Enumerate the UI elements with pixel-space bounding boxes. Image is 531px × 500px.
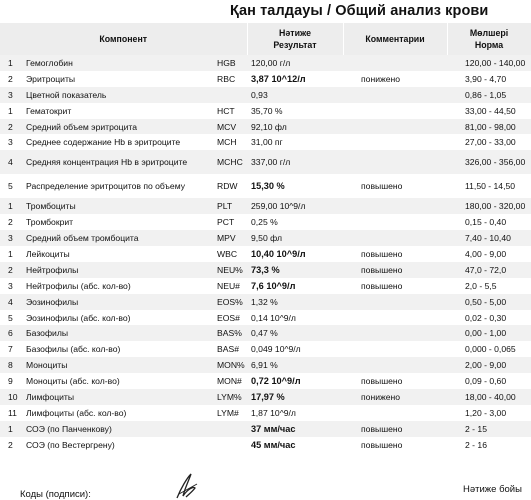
component-code bbox=[217, 421, 247, 437]
table-row bbox=[0, 174, 531, 198]
footer-note: Нәтиже бойы bbox=[463, 484, 522, 495]
component-name: Моноциты (абс. кол-во) bbox=[26, 373, 217, 389]
row-number: 2 bbox=[0, 119, 26, 135]
result-comment: понижено bbox=[343, 389, 447, 405]
result-value: 3,87 10^12/л bbox=[247, 71, 343, 87]
reference-range: 180,00 - 320,00 bbox=[447, 198, 531, 214]
result-value: 31,00 пг bbox=[247, 134, 343, 150]
row-number: 5 bbox=[0, 310, 26, 326]
signature-mark bbox=[165, 470, 205, 500]
component-code: MPV bbox=[217, 230, 247, 246]
row-number: 2 bbox=[0, 71, 26, 87]
component-name: Гемоглобин bbox=[26, 55, 217, 71]
results-body bbox=[0, 55, 531, 453]
component-code: MCH bbox=[217, 134, 247, 150]
result-value: 37 мм/час bbox=[247, 421, 343, 437]
row-number: 1 bbox=[0, 198, 26, 214]
result-comment bbox=[343, 405, 447, 421]
result-value: 0,049 10^9/л bbox=[247, 341, 343, 357]
reference-range: 0,15 - 0,40 bbox=[447, 214, 531, 230]
row-number: 9 bbox=[0, 373, 26, 389]
component-code: BAS% bbox=[217, 325, 247, 341]
result-comment: повышено bbox=[343, 373, 447, 389]
row-number: 11 bbox=[0, 405, 26, 421]
result-value: 45 мм/час bbox=[247, 437, 343, 453]
reference-range: 120,00 - 140,00 bbox=[447, 55, 531, 71]
table-row bbox=[0, 214, 531, 230]
component-code bbox=[217, 437, 247, 453]
component-code: LYM% bbox=[217, 389, 247, 405]
result-comment: повышено bbox=[343, 278, 447, 294]
component-code: HCT bbox=[217, 103, 247, 119]
table-row bbox=[0, 71, 531, 87]
component-code: BAS# bbox=[217, 341, 247, 357]
reference-range: 2,00 - 9,00 bbox=[447, 357, 531, 373]
page-title: Қан талдауы / Общий анализ крови bbox=[230, 3, 489, 19]
signatures-label: Коды (подписи): bbox=[20, 489, 91, 500]
result-comment: повышено bbox=[343, 174, 447, 198]
component-name: СОЭ (по Панченкову) bbox=[26, 421, 217, 437]
result-comment bbox=[343, 214, 447, 230]
result-comment bbox=[343, 310, 447, 326]
result-comment: повышено bbox=[343, 262, 447, 278]
table-row bbox=[0, 373, 531, 389]
table-row bbox=[0, 357, 531, 373]
result-value: 0,93 bbox=[247, 87, 343, 103]
row-number: 2 bbox=[0, 437, 26, 453]
reference-range: 0,000 - 0,065 bbox=[447, 341, 531, 357]
reference-range: 0,02 - 0,30 bbox=[447, 310, 531, 326]
component-name: Эозинофилы bbox=[26, 294, 217, 310]
result-comment: понижено bbox=[343, 71, 447, 87]
result-comment bbox=[343, 55, 447, 71]
table-row bbox=[0, 341, 531, 357]
reference-range: 81,00 - 98,00 bbox=[447, 119, 531, 135]
component-name: Цветной показатель bbox=[26, 87, 217, 103]
reference-range: 2 - 15 bbox=[447, 421, 531, 437]
table-row bbox=[0, 119, 531, 135]
row-number: 5 bbox=[0, 174, 26, 198]
row-number: 2 bbox=[0, 214, 26, 230]
reference-range: 33,00 - 44,50 bbox=[447, 103, 531, 119]
result-value: 1,32 % bbox=[247, 294, 343, 310]
component-code bbox=[217, 87, 247, 103]
component-name: Средний объем эритроцита bbox=[26, 119, 217, 135]
reference-range: 18,00 - 40,00 bbox=[447, 389, 531, 405]
component-code: NEU% bbox=[217, 262, 247, 278]
component-name: Эритроциты bbox=[26, 71, 217, 87]
component-name: Средний объем тромбоцита bbox=[26, 230, 217, 246]
component-name: Базофилы (абс. кол-во) bbox=[26, 341, 217, 357]
row-number: 7 bbox=[0, 341, 26, 357]
reference-range: 7,40 - 10,40 bbox=[447, 230, 531, 246]
table-row bbox=[0, 389, 531, 405]
row-number: 3 bbox=[0, 134, 26, 150]
header-norm: Мөлшері Норма bbox=[447, 23, 531, 55]
row-number: 10 bbox=[0, 389, 26, 405]
header-result: Нәтиже Результат bbox=[247, 23, 343, 55]
row-number: 3 bbox=[0, 278, 26, 294]
row-number: 8 bbox=[0, 357, 26, 373]
result-comment bbox=[343, 230, 447, 246]
reference-range: 4,00 - 9,00 bbox=[447, 246, 531, 262]
result-comment bbox=[343, 134, 447, 150]
result-value: 9,50 фл bbox=[247, 230, 343, 246]
component-name: Лейкоциты bbox=[26, 246, 217, 262]
header-comments: Комментарии bbox=[343, 23, 447, 55]
table-row bbox=[0, 87, 531, 103]
component-code: RDW bbox=[217, 174, 247, 198]
component-code: EOS% bbox=[217, 294, 247, 310]
header-component: Компонент bbox=[0, 23, 247, 55]
result-comment bbox=[343, 87, 447, 103]
table-row bbox=[0, 405, 531, 421]
result-comment bbox=[343, 341, 447, 357]
result-comment bbox=[343, 294, 447, 310]
table-row bbox=[0, 55, 531, 71]
result-comment: повышено bbox=[343, 421, 447, 437]
reference-range: 2 - 16 bbox=[447, 437, 531, 453]
result-comment bbox=[343, 119, 447, 135]
row-number: 3 bbox=[0, 87, 26, 103]
component-code: PLT bbox=[217, 198, 247, 214]
reference-range: 47,0 - 72,0 bbox=[447, 262, 531, 278]
table-header-row bbox=[0, 23, 531, 55]
row-number: 6 bbox=[0, 325, 26, 341]
result-comment bbox=[343, 325, 447, 341]
table-row bbox=[0, 294, 531, 310]
reference-range: 27,00 - 33,00 bbox=[447, 134, 531, 150]
row-number: 1 bbox=[0, 103, 26, 119]
component-name: Лимфоциты bbox=[26, 389, 217, 405]
table-row bbox=[0, 150, 531, 174]
component-name: Моноциты bbox=[26, 357, 217, 373]
result-value: 10,40 10^9/л bbox=[247, 246, 343, 262]
component-code: LYM# bbox=[217, 405, 247, 421]
component-code: MON% bbox=[217, 357, 247, 373]
result-comment bbox=[343, 357, 447, 373]
reference-range: 3,90 - 4,70 bbox=[447, 71, 531, 87]
row-number: 4 bbox=[0, 294, 26, 310]
result-value: 120,00 г/л bbox=[247, 55, 343, 71]
table-row bbox=[0, 134, 531, 150]
component-code: EOS# bbox=[217, 310, 247, 326]
component-name: Тромбоциты bbox=[26, 198, 217, 214]
reference-range: 0,86 - 1,05 bbox=[447, 87, 531, 103]
row-number: 1 bbox=[0, 421, 26, 437]
component-name: Среднее содержание Hb в эритроците bbox=[26, 134, 217, 150]
result-value: 0,14 10^9/л bbox=[247, 310, 343, 326]
table-row bbox=[0, 437, 531, 453]
result-value: 1,87 10^9/л bbox=[247, 405, 343, 421]
reference-range: 1,20 - 3,00 bbox=[447, 405, 531, 421]
result-value: 92,10 фл bbox=[247, 119, 343, 135]
component-code: MCV bbox=[217, 119, 247, 135]
result-comment: повышено bbox=[343, 246, 447, 262]
result-comment bbox=[343, 198, 447, 214]
row-number: 3 bbox=[0, 230, 26, 246]
table-row bbox=[0, 421, 531, 437]
result-comment: повышено bbox=[343, 437, 447, 453]
table-row bbox=[0, 246, 531, 262]
result-value: 259,00 10^9/л bbox=[247, 198, 343, 214]
component-name: Эозинофилы (абс. кол-во) bbox=[26, 310, 217, 326]
component-code: PCT bbox=[217, 214, 247, 230]
result-value: 0,47 % bbox=[247, 325, 343, 341]
component-name: Базофилы bbox=[26, 325, 217, 341]
table-row bbox=[0, 325, 531, 341]
component-name: Нейтрофилы (абс. кол-во) bbox=[26, 278, 217, 294]
reference-range: 0,50 - 5,00 bbox=[447, 294, 531, 310]
table-row bbox=[0, 310, 531, 326]
component-code: RBC bbox=[217, 71, 247, 87]
result-value: 73,3 % bbox=[247, 262, 343, 278]
component-name: СОЭ (по Вестергрену) bbox=[26, 437, 217, 453]
result-value: 15,30 % bbox=[247, 174, 343, 198]
row-number: 2 bbox=[0, 262, 26, 278]
result-value: 7,6 10^9/л bbox=[247, 278, 343, 294]
table-row bbox=[0, 278, 531, 294]
component-code: HGB bbox=[217, 55, 247, 71]
component-name: Гематокрит bbox=[26, 103, 217, 119]
reference-range: 2,0 - 5,5 bbox=[447, 278, 531, 294]
component-name: Нейтрофилы bbox=[26, 262, 217, 278]
reference-range: 11,50 - 14,50 bbox=[447, 174, 531, 198]
component-code: WBC bbox=[217, 246, 247, 262]
component-name: Тромбокрит bbox=[26, 214, 217, 230]
component-code: MCHC bbox=[217, 150, 247, 174]
result-value: 337,00 г/л bbox=[247, 150, 343, 174]
reference-range: 0,09 - 0,60 bbox=[447, 373, 531, 389]
reference-range: 326,00 - 356,00 bbox=[447, 150, 531, 174]
table-row bbox=[0, 103, 531, 119]
component-name: Средняя концентрация Hb в эритроците bbox=[26, 150, 217, 174]
reference-range: 0,00 - 1,00 bbox=[447, 325, 531, 341]
result-value: 35,70 % bbox=[247, 103, 343, 119]
component-code: MON# bbox=[217, 373, 247, 389]
result-value: 17,97 % bbox=[247, 389, 343, 405]
component-name: Лимфоциты (абс. кол-во) bbox=[26, 405, 217, 421]
table-row bbox=[0, 230, 531, 246]
table-row bbox=[0, 198, 531, 214]
row-number: 4 bbox=[0, 150, 26, 174]
row-number: 1 bbox=[0, 246, 26, 262]
component-code: NEU# bbox=[217, 278, 247, 294]
table-row bbox=[0, 262, 531, 278]
result-value: 0,25 % bbox=[247, 214, 343, 230]
result-comment bbox=[343, 150, 447, 174]
result-value: 6,91 % bbox=[247, 357, 343, 373]
results-table bbox=[0, 23, 531, 453]
result-comment bbox=[343, 103, 447, 119]
result-value: 0,72 10^9/л bbox=[247, 373, 343, 389]
row-number: 1 bbox=[0, 55, 26, 71]
component-name: Распределение эритроцитов по объему bbox=[26, 174, 217, 198]
